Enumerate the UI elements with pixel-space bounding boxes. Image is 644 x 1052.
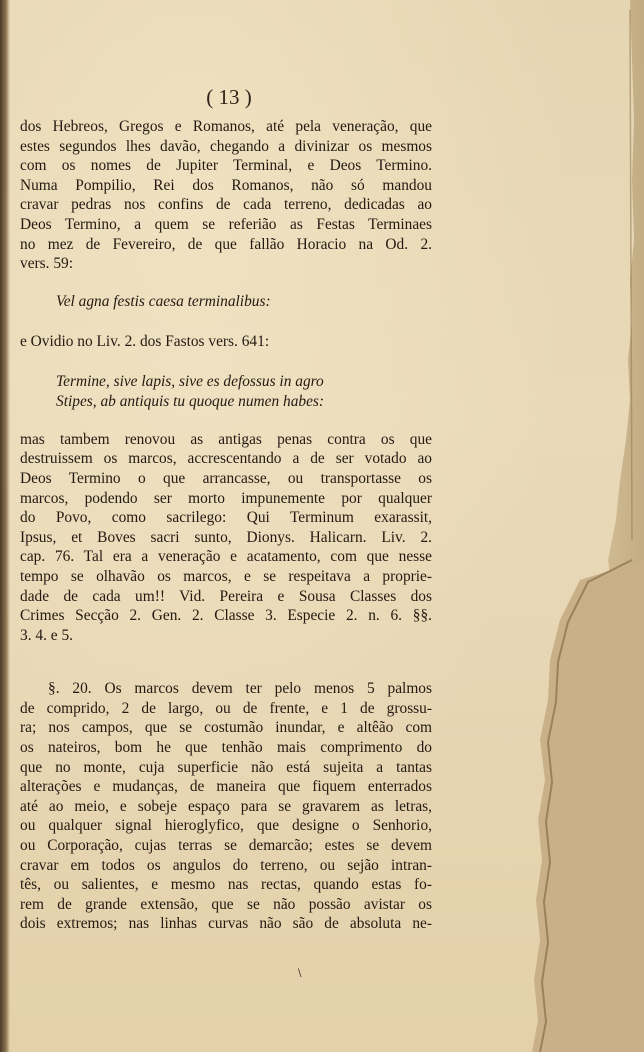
text-line: os nateiros, bom he que tenhão mais comprimento do [20,739,432,757]
text-line: Deos Termino, a quem se referião as Festas Terminaes [20,215,432,233]
text-line: dade de cada um!! Vid. Pereira e Sousa Classes dos [20,587,432,605]
text-line: dois extremos; nas linhas curvas não são de absoluta ne- [20,915,432,933]
text-line: Crimes Secção 2. Gen. 2. Classe 3. Especie 2. n. 6. §§. [20,607,432,625]
text-line: cravar pedras nos confins de cada terreno, dedicadas ao [20,196,432,214]
latin-quote-horacio: Vel agna festis caesa terminalibus: [56,292,271,310]
text-line: do Povo, como sacrilego: Qui Terminum exarassit, [20,509,432,527]
text-line: Ipsus, et Boves sacri sunto, Dionys. Halicarn. Liv. 2. [20,528,432,546]
body-text [20,117,432,934]
text-line: destruissem os marcos, accrescentando a de ser votado ao [20,450,432,468]
ovidio-reference: e Ovidio no Liv. 2. dos Fastos vers. 641: [20,332,270,350]
text-line: tempo se olhavão os marcos, e se respeitava a proprie- [20,567,432,585]
text-line: ra; nos campos, que se costumão inundar, e altêão com [20,719,432,737]
text-line: dos Hebreos, Gregos e Romanos, até pela veneração, que [20,118,432,135]
text-line: tês, ou salientes, e mesmo nas rectas, quando estas fo- [20,876,432,894]
text-line: com os nomes de Jupiter Terminal, e Deos Termino. [20,157,432,175]
text-line: 3. 4. e 5. [20,626,74,644]
text-line: cravar em todos os angulos do terreno, ou sejão intran- [20,856,432,874]
text-line: marcos, podendo ser morto impunemente por qualquer [20,489,432,507]
text-line: cap. 76. Tal era a veneração e acatamento, com que nesse [20,548,432,566]
text-line: no mez de Fevereiro, de que fallão Horacio na Od. 2. [20,235,432,253]
text-line: ou qualquer signal hieroglyfico, que designe o Senhorio, [20,817,432,835]
latin-quote-ovidio: Termine, sive lapis, sive es defossus in agro [56,372,324,390]
text-line: vers. 59: [20,255,74,273]
text-line: estes segundos lhes davão, chegando a divinizar os mesmos [20,137,432,155]
text-line: até ao meio, e sobeje espaço para se gravarem as letras, [20,797,432,815]
paper-blemish: \ [298,968,302,979]
page-number: ( 13 ) [206,85,252,109]
section-heading-line: §. 20. Os marcos devem ter pelo menos 5 palmos [48,680,432,698]
text-line: Deos Termino o que arrancasse, ou transportasse os [20,469,432,487]
text-line: mas tambem renovou as antigas penas contra os que [20,430,432,448]
text-line: que no monte, cuja superficie não está sujeita a tantas [20,758,432,776]
text-line: alterações e mudanças, de maneira que fiquem enterrados [20,778,432,796]
text-line: rem de grande extensão, que se não possão avistar os [20,895,432,913]
text-line: ou Corporação, cujas terras se demarcão; estes se devem [20,837,432,855]
text-line: Numa Pompilio, Rei dos Romanos, não só mandou [20,176,432,194]
latin-quote-ovidio: Stipes, ab antiquis tu quoque numen habes: [56,392,325,410]
text-line: de comprido, 2 de largo, ou de frente, e 1 de grossu- [20,699,432,717]
